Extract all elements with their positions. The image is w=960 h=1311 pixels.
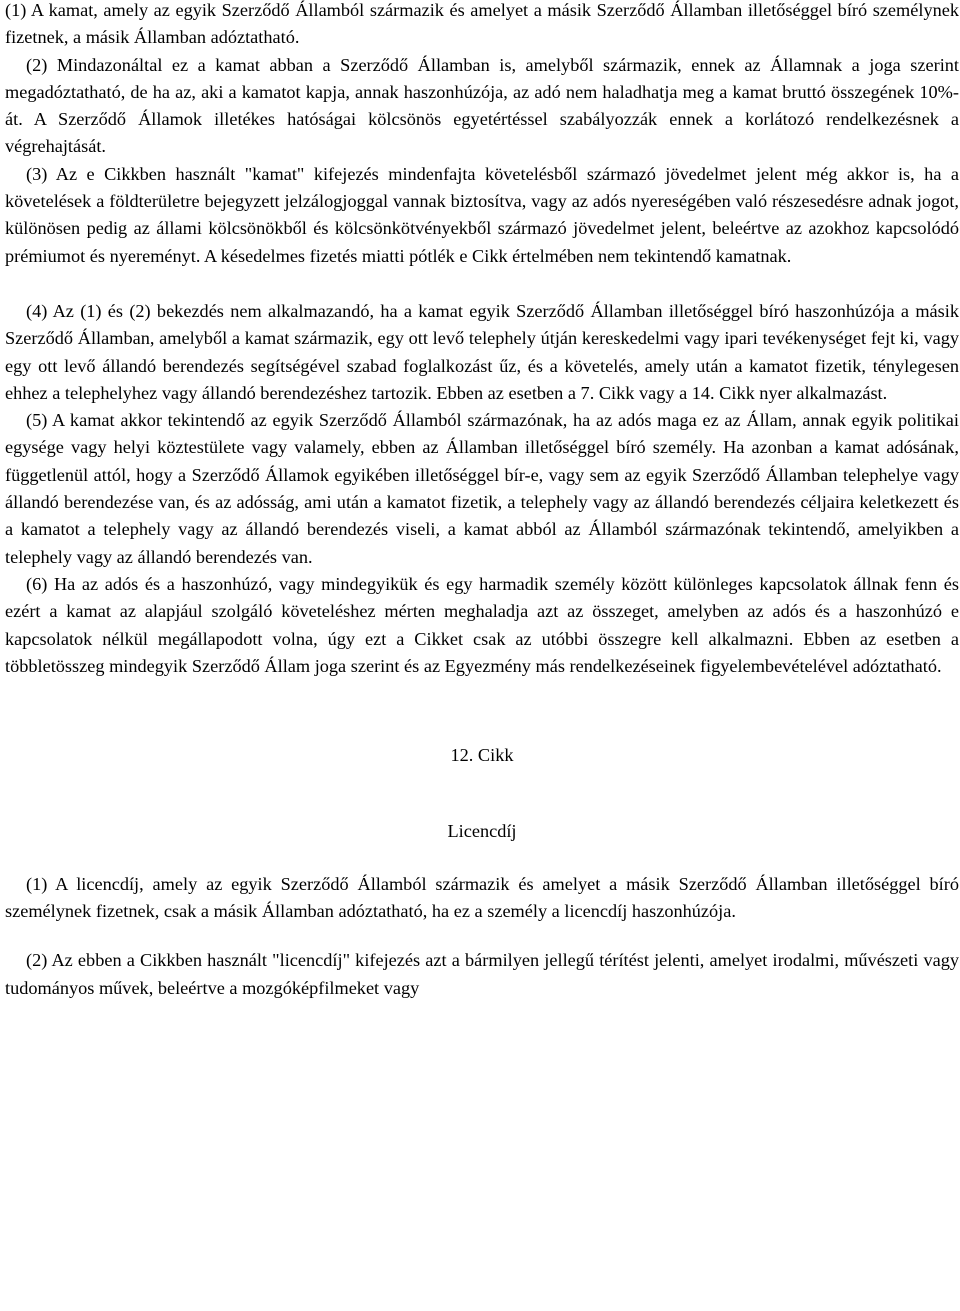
document-page — [5, 0, 959, 1311]
paragraph-interest-3: (3) Az e Cikkben használt "kamat" kifejezés mindenfajta követelésből származó jövedelmet jelent még akkor is, ha a követelések a földterületre bejegyzett jelzálogjoggal vannak biztosítva, vagy az adós nyereségében való részesedésre adnak jogot, különösen pedig az állami kölcsönökből és kölcsönkötvényekből származó jövedelmet jelent, beleértve az azokhoz kapcsolódó prémiumot és nyereményt. A késedelmes fizetés miatti pótlék e Cikk értelmében nem tekintendő kamatnak. — [5, 163, 959, 266]
paragraph-interest-1: (1) A kamat, amely az egyik Szerződő Államból származik és amelyet a másik Szerződő Államban illetőséggel bíró személynek fizetnek, a másik Államban adóztatható. — [5, 0, 959, 48]
paragraph-royalty-2: (2) Az ebben a Cikkben használt "licencdíj" kifejezés azt a bármilyen jellegű térítést jelenti, amelyet irodalmi, művészeti vagy tudományos művek, beleértve a mozgóképfilmeket vagy — [5, 950, 959, 998]
paragraph-interest-6: (6) Ha az adós és a haszonhúzó, vagy mindegyikük és egy harmadik személy között különleges kapcsolatok állnak fenn és ezért a kamat az alapjául szolgáló követeléshez mérten meghaladja azt az összeget, amelyben az adós és a haszonhúzó e kapcsolatok nélkül megállapodott volna, úgy ezt a Cikket csak az utóbbi összegre kell alkalmazni. Ebben az esetben a többletösszeg mindegyik Szerződő Állam joga szerint és az Egyezmény más rendelkezéseinek figyelembevételével adóztatható. — [5, 573, 959, 676]
paragraph-interest-2: (2) Mindazonáltal ez a kamat abban a Szerződő Államban is, amelyből származik, ennek az Államnak a joga szerint megadóztatható, de ha az, aki a kamatot kapja, annak haszonhúzója, az adó nem haladhatja meg a kamat bruttó összegének 10%-át. A Szerződő Államok illetékes hatóságai kölcsönös egyetértéssel szabályozzák ennek a korlátozó rendelkezésnek a végrehajtását. — [5, 54, 959, 157]
paragraph-interest-4: (4) Az (1) és (2) bekezdés nem alkalmazandó, ha a kamat egyik Szerződő Államban illetőséggel bíró haszonhúzója a másik Szerződő Államban, amelyből a kamat származik, egy ott levő telephely útján kereskedelmi vagy ipari tevékenységet fejt ki, vagy egy ott levő állandó berendezés segítségével szabad foglalkozást űz, és a követelés, amely után a kamatot fizetik, ténylegesen ehhez a telephelyhez vagy állandó berendezéshez tartozik. Ebben az esetben a 7. Cikk vagy a 14. Cikk nyer alkalmazást. — [5, 300, 959, 403]
paragraph-royalty-1: (1) A licencdíj, amely az egyik Szerződő Államból származik és amelyet a másik Szerződő Államban illetőséggel bíró személynek fizetnek, csak a másik Államban adóztatható, ha ez a személy a licencdíj haszonhúzója. — [5, 873, 959, 922]
paragraph-interest-5: (5) A kamat akkor tekintendő az egyik Szerződő Államból származónak, ha az adós maga ez az Állam, annak egyik politikai egysége vagy helyi köztestülete vagy valamely, ebben az Államban illetőséggel bíró személy. Ha azonban a kamat adósának, függetlenül attól, hogy a Szerződő Államok egyikében illetőséggel bír-e, vagy sem az egyik Szerződő Államban telephelye vagy állandó berendezése van, és az adósság, ami után a kamatot fizetik, a telephely vagy az állandó berendezés céljaira keletkezett és a kamatot a telephely vagy az állandó berendezés viseli, a kamat abból az Államból származónak tekintendő, amelyikben a telephely vagy az állandó berendezés van. — [5, 410, 959, 567]
article-number-heading: 12. Cikk — [450, 745, 514, 766]
article-title-heading: Licencdíj — [447, 821, 517, 842]
